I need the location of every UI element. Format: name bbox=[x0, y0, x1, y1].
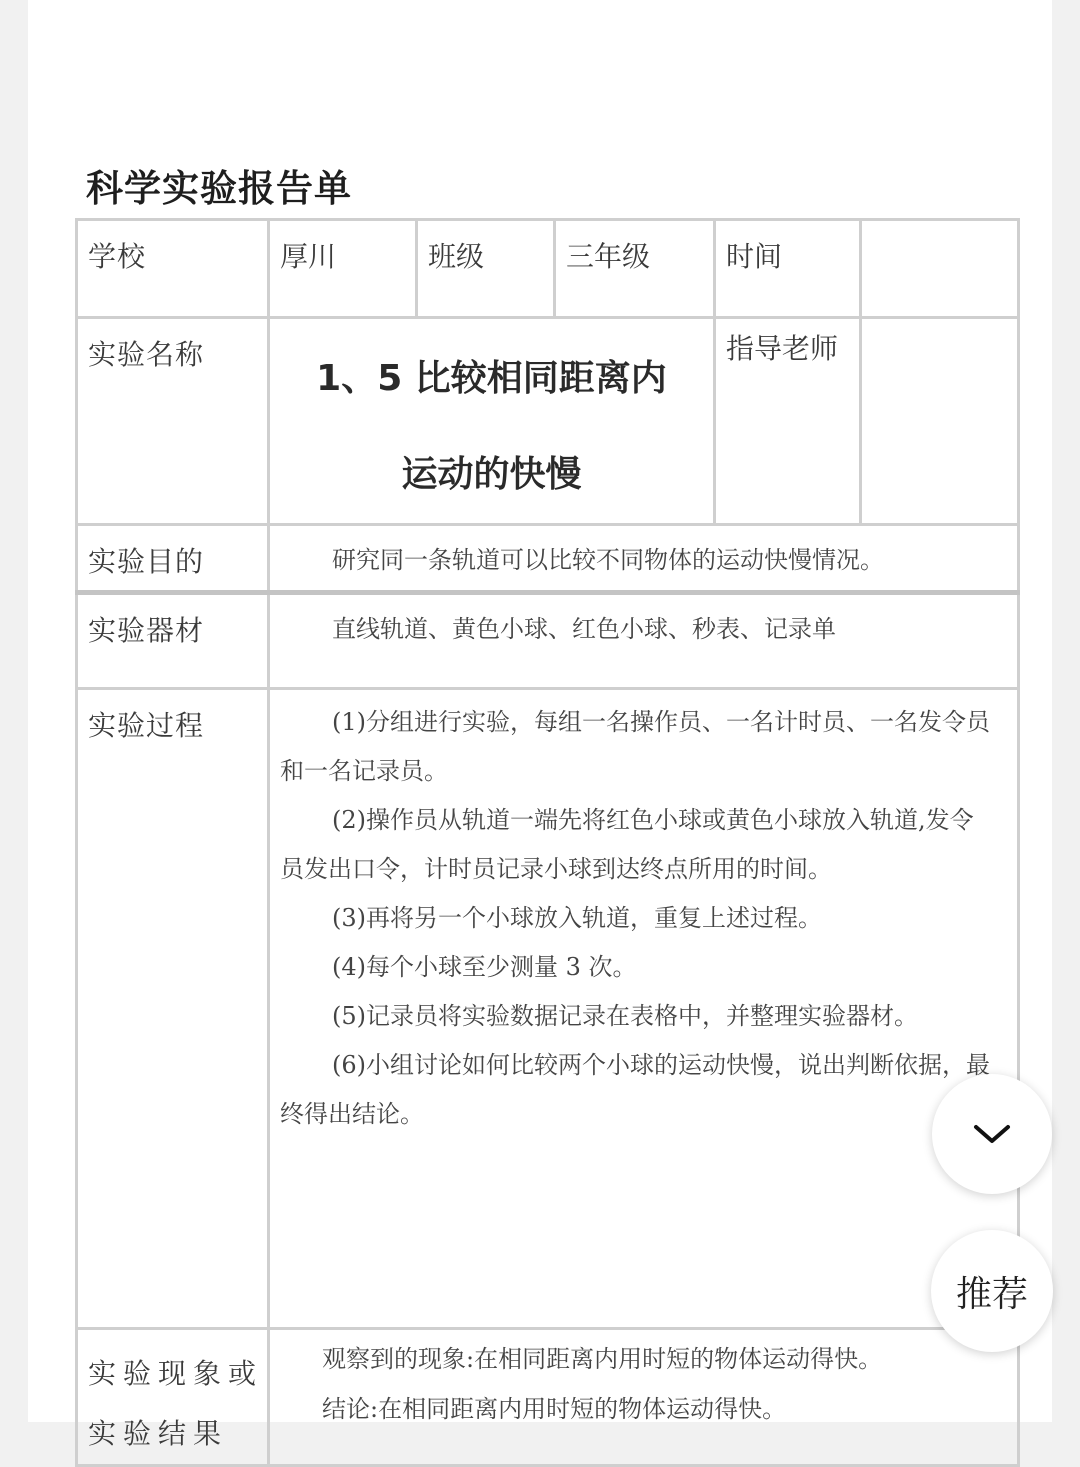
header-row bbox=[77, 220, 1019, 318]
process-step2-a: (2)操作员从轨道一端先将红色小球或黄色小球放入轨道,发令 bbox=[332, 806, 974, 834]
time-label: 时间 bbox=[715, 220, 861, 318]
time-value bbox=[861, 220, 1019, 318]
experiment-name-line2: 运动的快慢 bbox=[401, 454, 582, 495]
process-row bbox=[77, 689, 1019, 1329]
process-label: 实验过程 bbox=[77, 689, 269, 1329]
materials-text: 直线轨道、黄色小球、红色小球、秒表、记录单 bbox=[332, 615, 836, 643]
teacher-value bbox=[861, 318, 1019, 525]
result-observation: 观察到的现象:在相同距离内用时短的物体运动得快。 bbox=[322, 1345, 883, 1373]
chevron-down-icon bbox=[972, 1121, 1012, 1147]
result-label-line1: 实验现象或 bbox=[88, 1357, 264, 1390]
report-table bbox=[75, 218, 1020, 1467]
process-step6-a: (6)小组讨论如何比较两个小球的运动快慢，说出判断依据，最 bbox=[332, 1051, 990, 1079]
process-step6-b: 终得出结论。 bbox=[280, 1100, 424, 1128]
materials-row bbox=[77, 593, 1019, 689]
materials-label: 实验器材 bbox=[77, 593, 269, 689]
process-cell bbox=[269, 689, 1019, 1329]
class-value: 三年级 bbox=[555, 220, 715, 318]
result-label bbox=[77, 1329, 269, 1466]
result-cell bbox=[269, 1329, 1019, 1466]
school-value: 厚川 bbox=[269, 220, 417, 318]
process-step1-b: 和一名记录员。 bbox=[280, 757, 448, 785]
experiment-name-value bbox=[269, 318, 715, 525]
purpose-text: 研究同一条轨道可以比较不同物体的运动快慢情况。 bbox=[332, 546, 884, 574]
purpose-row bbox=[77, 525, 1019, 593]
result-conclusion: 结论:在相同距离内用时短的物体运动得快。 bbox=[322, 1395, 787, 1423]
experiment-name-row bbox=[77, 318, 1019, 525]
result-label-line2: 实验结果 bbox=[88, 1417, 229, 1450]
result-row bbox=[77, 1329, 1019, 1466]
scroll-down-button[interactable] bbox=[932, 1074, 1052, 1194]
page-title: 科学实验报告单 bbox=[86, 167, 352, 210]
process-step2-b: 员发出口令，计时员记录小球到达终点所用的时间。 bbox=[280, 855, 832, 883]
process-step4: (4)每个小球至少测量 3 次。 bbox=[332, 953, 637, 981]
recommend-label: 推荐 bbox=[955, 1273, 1028, 1315]
school-label: 学校 bbox=[77, 220, 269, 318]
recommend-button[interactable] bbox=[931, 1230, 1053, 1352]
process-step5: (5)记录员将实验数据记录在表格中，并整理实验器材。 bbox=[332, 1002, 918, 1030]
purpose-label: 实验目的 bbox=[77, 525, 269, 593]
purpose-cell bbox=[269, 525, 1019, 593]
teacher-label: 指导老师 bbox=[715, 318, 861, 525]
experiment-name-line1: 1、5 比较相同距离内 bbox=[316, 358, 667, 399]
materials-cell bbox=[269, 593, 1019, 689]
process-step3: (3)再将另一个小球放入轨道，重复上述过程。 bbox=[332, 904, 822, 932]
experiment-name-label: 实验名称 bbox=[77, 318, 269, 525]
process-step1-a: (1)分组进行实验，每组一名操作员、一名计时员、一名发令员 bbox=[332, 708, 990, 736]
class-label: 班级 bbox=[417, 220, 555, 318]
